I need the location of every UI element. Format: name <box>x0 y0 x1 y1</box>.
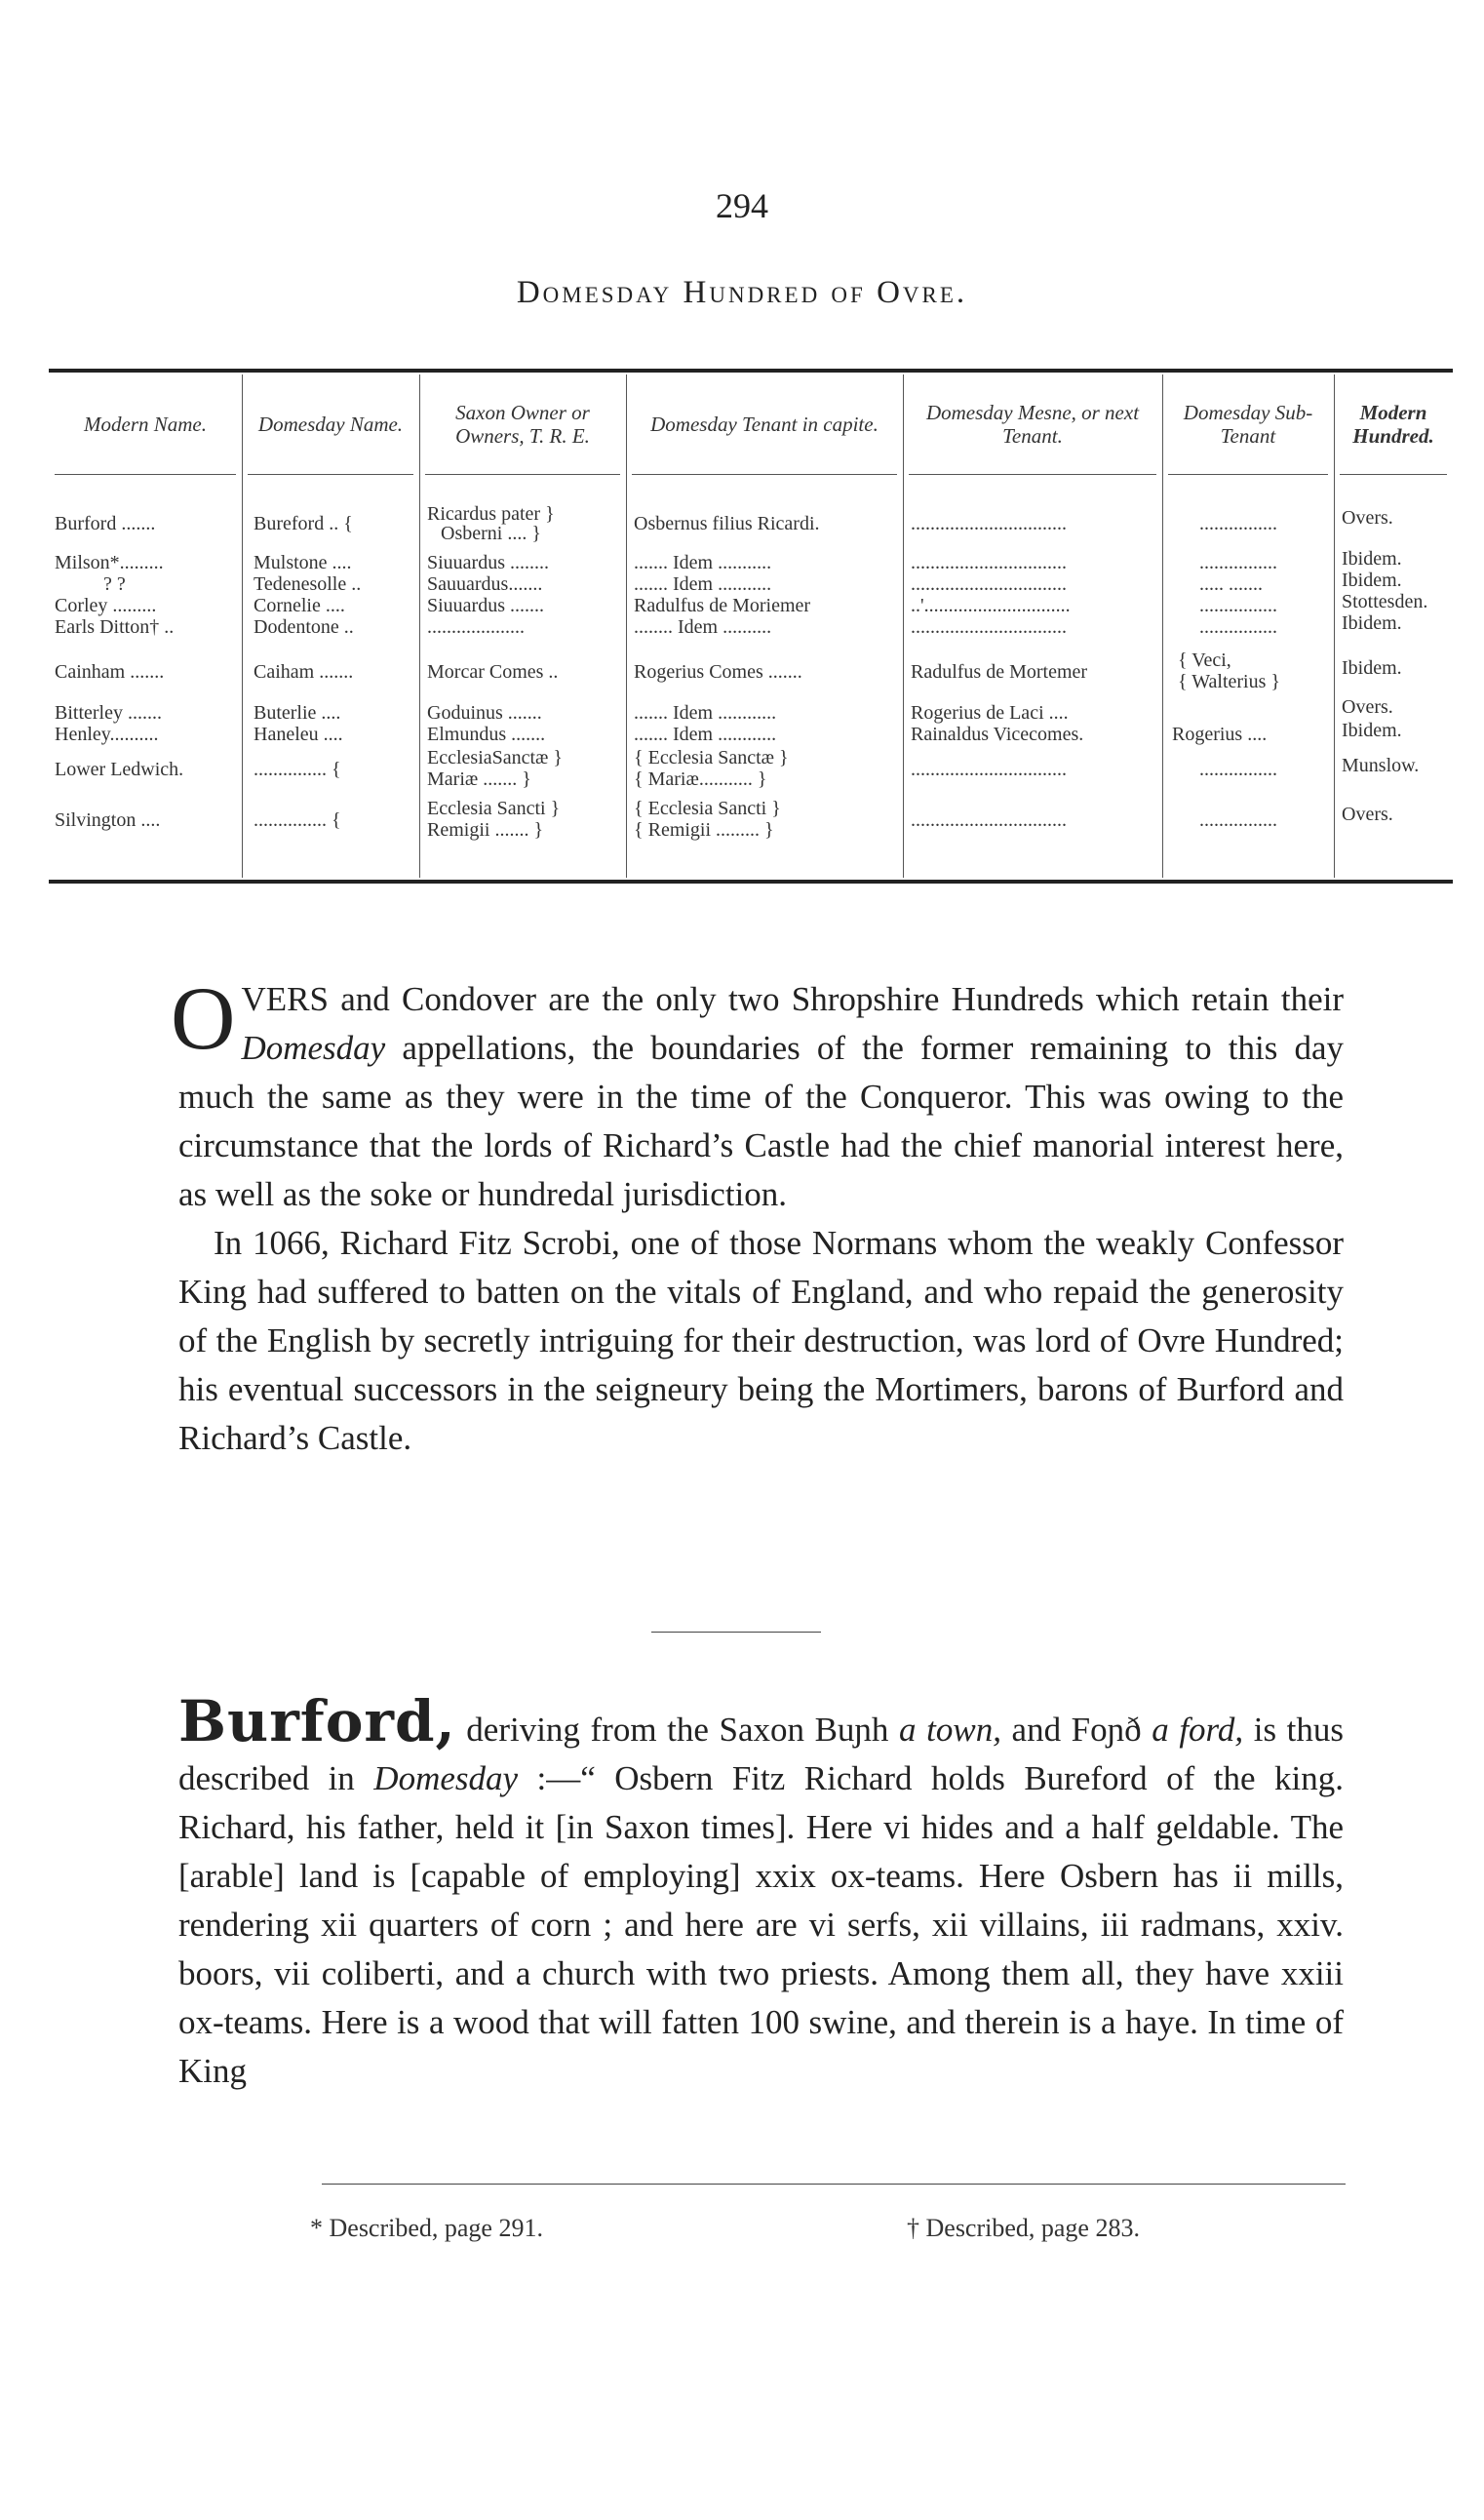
domesday-table <box>49 369 1453 886</box>
cell-domesday-name: ............... { <box>254 809 341 831</box>
cell-mesne: ................................ <box>911 616 1067 638</box>
cell-mesne: ................................ <box>911 513 1067 534</box>
cell-sub-tenant: ..... ....... <box>1199 573 1263 595</box>
cell-tenant: ....... Idem ........... <box>634 552 772 573</box>
paragraph-text: :—“ Osbern Fitz Richard holds Bureford of the king. Richard, his father, held it [in Saxon times]. Here vi hides and a half geldable. The [arable] land is [capable of employing] xxix ox-teams. Here Osbern has ii mills, rendering xii quarters of corn ; and here are vi serfs, xii villains, iii radmans, xxiv. boors, vii coliberti, and a church with two priests. Among them all, they have xxiii ox-teams. Here is a wood that will fatten 100 swine, and therein is a haye. In time of King <box>178 1759 1345 2090</box>
italic-text: a town, <box>899 1711 1001 1749</box>
cell-saxon-owner: Ricardus pater } <box>427 503 555 525</box>
paragraph-text: and Foɲð <box>1000 1711 1152 1749</box>
paragraph-text: deriving from the Saxon Buɲh <box>455 1711 900 1749</box>
cell-modern-hundred: Overs. <box>1342 696 1393 718</box>
cell-domesday-name: Haneleu .... <box>254 724 343 745</box>
cell-saxon-owner: Goduinus ....... <box>427 702 542 724</box>
paragraph-text: is thus described in <box>178 1711 1344 1797</box>
cell-saxon-owner: Elmundus ....... <box>427 724 546 745</box>
header-underline <box>248 474 413 475</box>
header-underline <box>1168 474 1328 475</box>
cell-domesday-name: Bureford .. { <box>254 513 353 534</box>
cell-modern-name: Lower Ledwich. <box>55 759 184 780</box>
cell-domesday-name: Buterlie .... <box>254 702 341 724</box>
intro-section <box>171 968 1344 1463</box>
cell-modern-name: Earls Ditton† .. <box>55 616 175 638</box>
italic-text: Domesday <box>373 1759 519 1797</box>
cell-modern-name: Burford ....... <box>55 513 156 534</box>
cell-mesne: ..'.............................. <box>911 595 1071 616</box>
cell-modern-hundred: Ibidem. <box>1342 612 1402 634</box>
cell-tenant: Osbernus filius Ricardi. <box>634 513 820 534</box>
cell-tenant: Rogerius Comes ....... <box>634 661 802 683</box>
cell-mesne: Rogerius de Laci .... <box>911 702 1069 724</box>
cell-mesne: ................................ <box>911 809 1067 831</box>
paragraph <box>171 968 1344 1219</box>
cell-mesne: ................................ <box>911 552 1067 573</box>
cell-domesday-name: Mulstone .... <box>254 552 352 573</box>
cell-tenant: ........ Idem .......... <box>634 616 772 638</box>
cell-saxon-owner: Ecclesia Sancti } <box>427 798 561 819</box>
header-underline <box>425 474 620 475</box>
cell-modern-hundred: Ibidem. <box>1342 657 1402 679</box>
cell-tenant: { Remigii ......... } <box>634 819 774 841</box>
cell-tenant: { Ecclesia Sancti } <box>634 798 781 819</box>
cell-sub-tenant: { Walterius } <box>1178 671 1280 692</box>
table-bottom-rule <box>49 880 1453 884</box>
cell-tenant: ....... Idem ............ <box>634 702 777 724</box>
cell-saxon-owner: .................... <box>427 616 525 638</box>
section-heading: Burford, <box>178 1688 456 1754</box>
cell-modern-name: Corley ......... <box>55 595 157 616</box>
cell-mesne: Radulfus de Mortemer <box>911 661 1088 683</box>
cell-modern-name: Henley.......... <box>55 724 159 745</box>
cell-sub-tenant: ................ <box>1199 513 1277 534</box>
cell-tenant: { Mariæ........... } <box>634 768 767 790</box>
italic-text: a ford, <box>1152 1711 1244 1749</box>
header-underline <box>55 474 236 475</box>
cell-modern-hundred: Overs. <box>1342 804 1393 825</box>
cell-modern-name: Silvington .... <box>55 809 161 831</box>
header-domesday-name: Domesday Name. <box>257 412 404 436</box>
cell-saxon-owner: Sauuardus....... <box>427 573 543 595</box>
paragraph: In 1066, Richard Fitz Scrobi, one of those Normans whom the weakly Confessor King had suffered to batten on the vitals of England, and who repaid the generosity of the English by secretly intriguing for their destruction, was lord of Ovre Hundred; his eventual successors in the seigneury being the Mortimers, barons of Burford and Richard’s Castle. <box>178 1224 1344 1457</box>
cell-modern-hundred: Ibidem. <box>1342 548 1402 570</box>
cell-domesday-name: ............... { <box>254 759 341 780</box>
burford-section <box>178 1688 1345 2096</box>
cell-tenant: ....... Idem ............ <box>634 724 777 745</box>
cell-modern-hundred: Stottesden. <box>1342 591 1428 612</box>
running-head: Domesday Hundred of Ovre. <box>516 275 968 310</box>
cell-sub-tenant: ................ <box>1199 595 1277 616</box>
footnote-right: † Described, page 283. <box>907 2214 1140 2242</box>
cell-mesne: Rainaldus Vicecomes. <box>911 724 1084 745</box>
section-divider <box>651 1632 821 1633</box>
cell-tenant: { Ecclesia Sanctæ } <box>634 747 789 768</box>
paragraph-text: appellations, the boundaries of the former remaining to this day much the same as they were in the time of the Conqueror. This was owing to the circumstance that the lords of Richard’s Castle had the chief manorial interest here, as well as the soke or hundredal jurisdiction. <box>178 1029 1344 1213</box>
cell-modern-hundred: Ibidem. <box>1342 720 1402 741</box>
cell-sub-tenant: ................ <box>1199 759 1277 780</box>
header-modern-hundred: Modern Hundred. <box>1352 400 1434 448</box>
cell-mesne: ................................ <box>911 573 1067 595</box>
cell-saxon-owner: Morcar Comes .. <box>427 661 559 683</box>
cell-modern-name: Bitterley ....... <box>55 702 162 724</box>
header-saxon-owner: Saxon Owner or Owners, T. R. E. <box>455 400 590 448</box>
header-underline <box>909 474 1156 475</box>
footnote-left: * Described, page 291. <box>310 2214 543 2242</box>
header-modern-name: Modern Name. <box>84 412 207 436</box>
cell-modern-hundred: Munslow. <box>1342 755 1420 776</box>
cell-sub-tenant: { Veci, <box>1178 650 1231 671</box>
cell-saxon-owner: Siuuardus ........ <box>427 552 549 573</box>
header-sub-tenant: Domesday Sub-Tenant <box>1183 400 1313 448</box>
table-top-rule <box>49 369 1453 373</box>
cell-saxon-owner: Remigii ....... } <box>427 819 544 841</box>
cell-modern-hundred: Ibidem. <box>1342 570 1402 591</box>
paragraph-text: VERS and Condover are the only two Shropshire Hundreds which retain their <box>241 980 1344 1018</box>
cell-tenant: ....... Idem ........... <box>634 573 772 595</box>
header-tenant-in-capite: Domesday Tenant in capite. <box>650 412 879 436</box>
cell-mesne: ................................ <box>911 759 1067 780</box>
paragraph <box>178 1688 1345 2096</box>
cell-tenant: Radulfus de Moriemer <box>634 595 811 616</box>
italic-text: Domesday <box>241 1029 386 1067</box>
cell-saxon-owner: Osberni .... } <box>441 523 541 544</box>
header-underline <box>632 474 897 475</box>
cell-modern-name: Cainham ....... <box>55 661 165 683</box>
cell-modern-name: Milson*......... <box>55 552 164 573</box>
cell-sub-tenant: ................ <box>1199 552 1277 573</box>
cell-saxon-owner: Siuuardus ....... <box>427 595 544 616</box>
cell-saxon-owner: EcclesiaSanctæ } <box>427 747 563 768</box>
cell-domesday-name: Caiham ....... <box>254 661 354 683</box>
cell-domesday-name: Cornelie .... <box>254 595 345 616</box>
page-number: 294 <box>716 186 768 225</box>
cell-sub-tenant: Rogerius .... <box>1172 724 1268 745</box>
header-underline <box>1340 474 1447 475</box>
cell-sub-tenant: ................ <box>1199 616 1277 638</box>
cell-modern-hundred: Overs. <box>1342 507 1393 529</box>
header-mesne-tenant: Domesday Mesne, or next Tenant. <box>925 400 1140 448</box>
cell-domesday-name: Tedenesolle .. <box>254 573 362 595</box>
cell-sub-tenant: ................ <box>1199 809 1277 831</box>
cell-modern-name: ? ? <box>103 573 126 595</box>
cell-domesday-name: Dodentone .. <box>254 616 354 638</box>
drop-cap: O <box>171 968 236 1068</box>
footnote-rule <box>322 2184 1346 2185</box>
cell-saxon-owner: Mariæ ....... } <box>427 768 531 790</box>
